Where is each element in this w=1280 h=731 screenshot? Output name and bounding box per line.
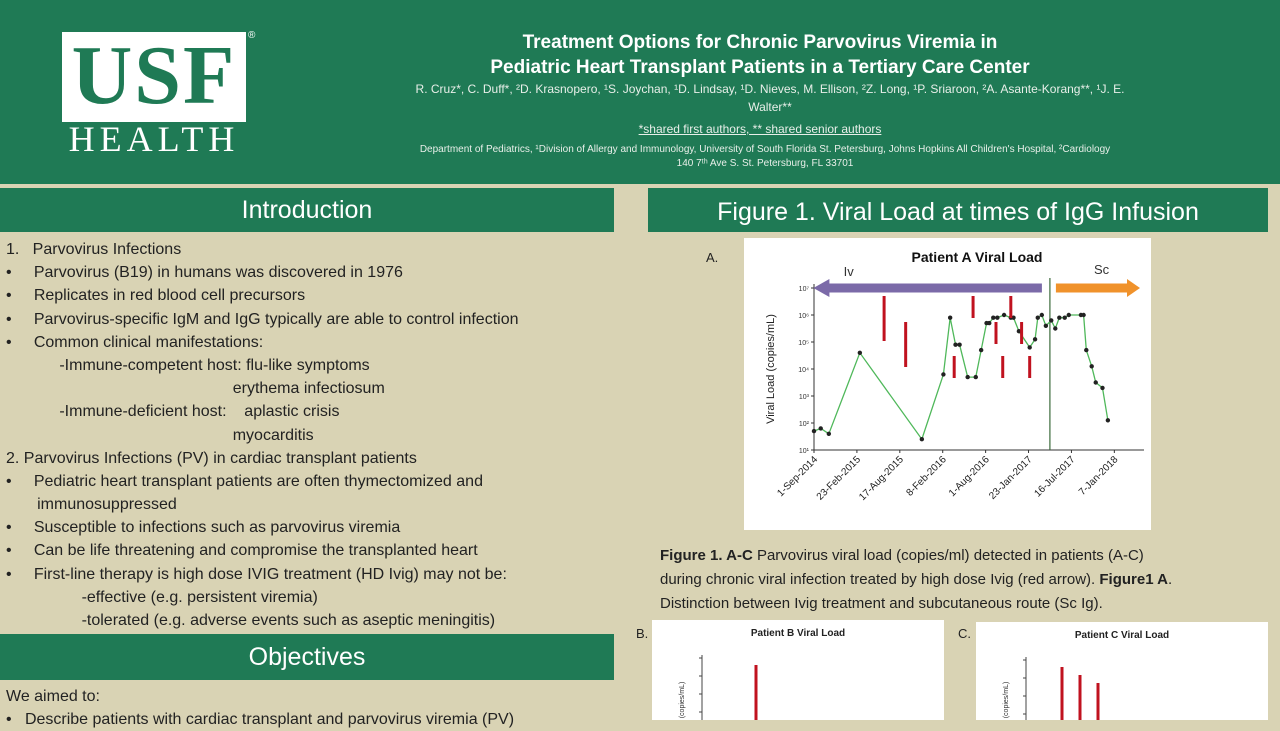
viral-load-point [953, 343, 957, 347]
caption-bold-1: Figure 1. A-C [660, 547, 753, 564]
authors-line-1: R. Cruz*, C. Duff*, ²D. Krasnopero, ¹S. Joychan, ¹D. Lindsay, ¹D. Nieves, M. Ellison, ²Z. Long, ¹P. Sriaroon, ²A. Asante-Korang**, ¹J. E. [415, 82, 1125, 96]
caption-text-2b: . [1168, 571, 1173, 588]
viral-load-point [1081, 313, 1085, 317]
viral-load-point [991, 316, 995, 320]
logo-usf-text: USF [71, 29, 237, 122]
viral-load-point [920, 437, 924, 441]
poster-title [300, 30, 1220, 80]
objectives-heading: Objectives [0, 634, 614, 680]
affiliation-line-1: Department of Pediatrics, ¹Division of Allergy and Immunology, University of South Florida St. Petersburg, Johns Hopkins All Children's Hospital, ²Cardiology [419, 144, 1111, 155]
viral-load-point [965, 375, 969, 379]
viral-load-point [1084, 348, 1088, 352]
sc-label: Sc [1094, 262, 1110, 277]
patient-a-chart-panel [744, 238, 1151, 530]
patient-c-chart-panel [976, 622, 1268, 720]
viral-load-point [1063, 316, 1067, 320]
introduction-line: • Common clinical manifestations: [6, 333, 264, 351]
caption-bold-2: Figure1 A [1099, 571, 1169, 588]
panel-b-label: B. [636, 626, 649, 641]
viral-load-point [1057, 316, 1061, 320]
small-y-axis-label: (copies/mL) [1003, 681, 1010, 719]
viral-load-point [1067, 313, 1071, 317]
y-tick-label: 10⁵ [798, 340, 809, 347]
viral-load-point [1053, 326, 1057, 330]
objectives-body [6, 685, 614, 731]
introduction-line: -tolerated (e.g. adverse events such as aseptic meningitis) [6, 612, 496, 629]
y-tick-label: 10⁴ [798, 367, 809, 374]
patient-a-viral-load-chart [744, 238, 1151, 530]
small-y-axis-label: (copies/mL) [679, 681, 686, 719]
author-list [300, 80, 1240, 116]
patient-b-chart-panel [652, 620, 944, 720]
introduction-line: -Immune-competent host: flu-like symptoms [6, 356, 370, 374]
objectives-line: We aimed to: [6, 688, 100, 705]
affiliations [280, 143, 1250, 171]
introduction-line: -Immune-deficient host: aplastic crisis [6, 403, 340, 421]
viral-load-point [987, 321, 991, 325]
viral-load-point [1044, 324, 1048, 328]
chart-title: Patient A Viral Load [911, 249, 1043, 265]
logo-health-text: HEALTH [68, 119, 240, 159]
iv-arrow-head [813, 279, 829, 297]
viral-load-point [1027, 345, 1031, 349]
viral-load-point [974, 375, 978, 379]
y-tick-label: 10¹ [798, 448, 809, 455]
affiliation-line-2: 140 7ᵗʰ Ave S. St. Petersburg, FL 33701 [676, 158, 854, 169]
viral-load-point [1100, 386, 1104, 390]
caption-text-2a: during chronic viral infection treated by high dose Ivig (red arrow). [660, 571, 1100, 588]
figure-heading: Figure 1. Viral Load at times of IgG Infusion [648, 188, 1268, 232]
logo-registered-mark: ® [248, 30, 256, 41]
y-axis-label: Viral Load (copies/mL) [765, 314, 777, 424]
iv-label: Iv [843, 264, 854, 279]
introduction-line: • Parvovirus-specific IgM and IgG typically are able to control infection [6, 310, 519, 328]
introduction-line: 2. Parvovirus Infections (PV) in cardiac transplant patients [6, 449, 417, 467]
panel-c-label: C. [958, 626, 971, 641]
title-line-1: Treatment Options for Chronic Parvovirus Viremia in [522, 32, 998, 53]
viral-load-point [948, 316, 952, 320]
introduction-line: myocarditis [6, 426, 314, 444]
introduction-line: -effective (e.g. persistent viremia) [6, 588, 318, 606]
x-tick-label: 23-Feb-2015 [814, 454, 864, 503]
viral-load-line [814, 315, 1108, 439]
introduction-line: • Susceptible to infections such as parvovirus viremia [6, 519, 401, 537]
x-tick-label: 17-Aug-2015 [857, 454, 906, 504]
viral-load-point [1094, 380, 1098, 384]
y-tick-label: 10⁶ [798, 313, 809, 320]
figure-caption [660, 544, 1280, 616]
introduction-heading: Introduction [0, 188, 614, 232]
introduction-line: • Can be life threatening and compromise the transplanted heart [6, 542, 478, 560]
y-tick-label: 10⁷ [798, 286, 809, 293]
sc-arrow-head [1127, 279, 1140, 297]
viral-load-point [1002, 313, 1006, 317]
objectives-line: • Describe patients with cardiac transplant and parvovirus viremia (PV) [6, 711, 515, 729]
panel-a-label: A. [706, 250, 719, 265]
viral-load-point [812, 429, 816, 433]
introduction-line: • Replicates in red blood cell precursors [6, 287, 306, 305]
viral-load-point [941, 372, 945, 376]
patient-b-viral-load-chart [652, 620, 944, 720]
viral-load-point [827, 432, 831, 436]
viral-load-point [995, 316, 999, 320]
introduction-line: 1. Parvovirus Infections [6, 241, 182, 258]
caption-text-3: Distinction between Ivig treatment and subcutaneous route (Sc Ig). [660, 595, 1103, 612]
x-tick-label: 23-Jan-2017 [987, 454, 1035, 502]
caption-text-1: Parvovirus viral load (copies/ml) detected in patients (A-C) [752, 547, 1144, 564]
viral-load-point [979, 348, 983, 352]
introduction-body [6, 238, 614, 632]
y-tick-label: 10² [798, 421, 809, 428]
small-chart-title: Patient B Viral Load [750, 628, 846, 639]
x-tick-label: 1-Sep-2014 [775, 454, 821, 500]
viral-load-point [819, 426, 823, 430]
viral-load-point [957, 343, 961, 347]
viral-load-point [1036, 316, 1040, 320]
patient-c-viral-load-chart [976, 622, 1268, 720]
shared-authorship-note: *shared first authors, ** shared senior authors [638, 122, 882, 136]
viral-load-point [858, 351, 862, 355]
introduction-line: immunosuppressed [6, 496, 177, 514]
viral-load-point [1049, 318, 1053, 322]
y-tick-label: 10³ [798, 394, 809, 401]
introduction-line: erythema infectiosum [6, 380, 385, 398]
title-line-2: Pediatric Heart Transplant Patients in a Tertiary Care Center [490, 57, 1030, 78]
x-tick-label: 8-Feb-2016 [904, 454, 949, 499]
viral-load-point [1033, 337, 1037, 341]
authors-line-2: Walter** [748, 100, 792, 114]
small-chart-title: Patient C Viral Load [1074, 630, 1170, 641]
viral-load-point [1106, 418, 1110, 422]
x-tick-label: 7-Jan-2018 [1076, 454, 1121, 498]
introduction-line: • Pediatric heart transplant patients are often thymectomized and [6, 472, 483, 490]
x-tick-label: 16-Jul-2017 [1032, 454, 1078, 500]
viral-load-point [1040, 313, 1044, 317]
x-tick-label: 1-Aug-2016 [947, 454, 992, 500]
introduction-line: • First-line therapy is high dose IVIG treatment (HD Ivig) may not be: [6, 565, 507, 583]
introduction-line: • Parvovirus (B19) in humans was discovered in 1976 [6, 264, 403, 282]
viral-load-point [1089, 364, 1093, 368]
